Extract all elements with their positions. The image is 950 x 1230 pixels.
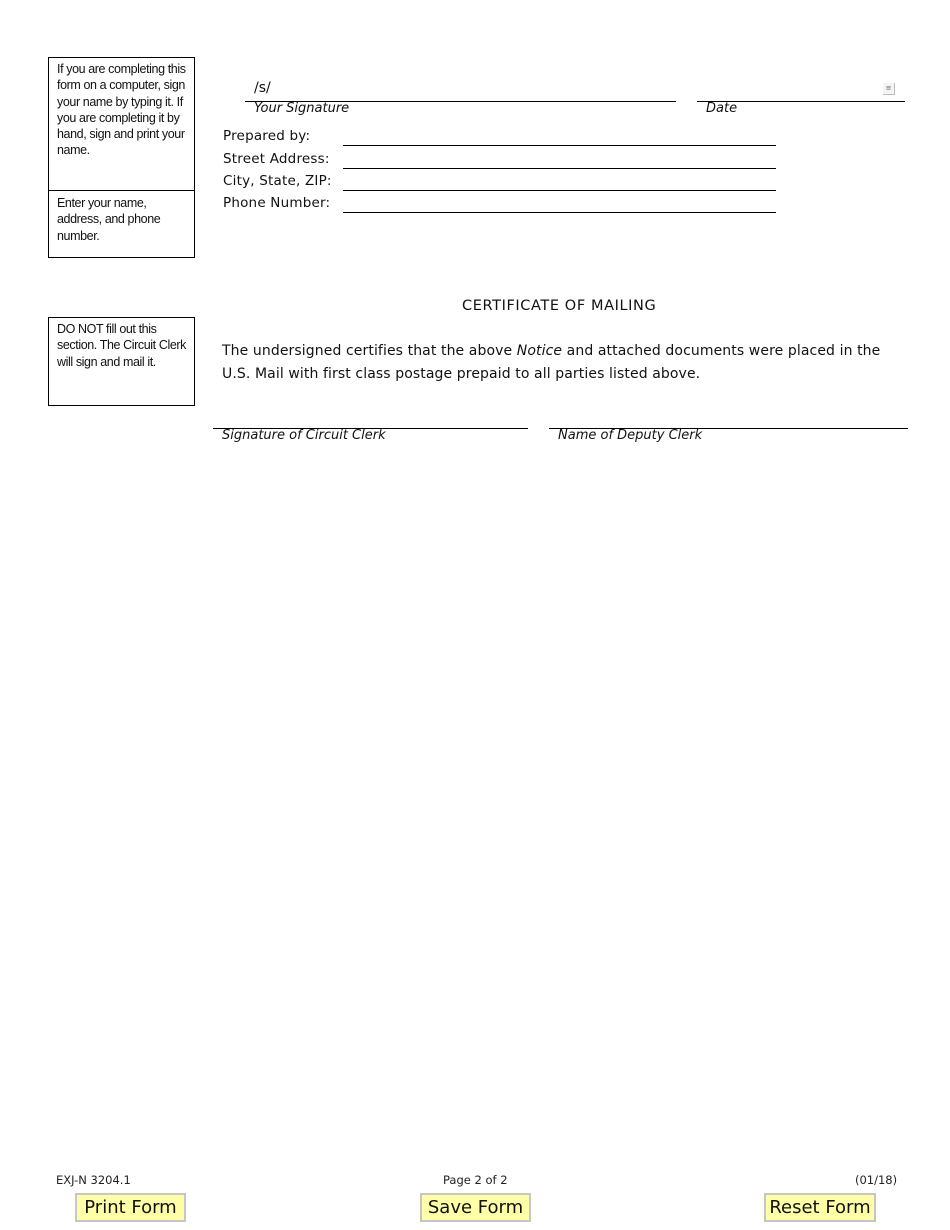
instruction-box-signature-contact: [48, 57, 195, 258]
city-state-zip-input[interactable]: [345, 172, 775, 189]
signature-input[interactable]: [254, 78, 674, 98]
contact-instruction-text: Enter your name, address, and phone number.: [57, 196, 161, 243]
phone-number-label: Phone Number:: [223, 195, 331, 211]
date-input[interactable]: [705, 78, 880, 98]
notice-emphasis: Notice: [516, 343, 563, 359]
city-state-zip-label: City, State, ZIP:: [223, 173, 332, 189]
phone-number-line: [343, 212, 776, 213]
print-form-button[interactable]: Print Form: [75, 1193, 186, 1222]
street-address-line: [343, 168, 776, 169]
date-caption: Date: [706, 101, 738, 116]
clerk-signature-caption: Signature of Circuit Clerk: [222, 428, 386, 443]
reset-form-button[interactable]: Reset Form: [764, 1193, 876, 1222]
city-state-zip-line: [343, 190, 776, 191]
calendar-icon[interactable]: ≡: [883, 83, 895, 95]
form-number: EXJ-N 3204.1: [56, 1173, 131, 1187]
page-number: Page 2 of 2: [443, 1173, 508, 1187]
clerk-instruction-text: DO NOT fill out this section. The Circuit Clerk will sign and mail it.: [57, 322, 186, 369]
save-form-button[interactable]: Save Form: [420, 1193, 531, 1222]
prepared-by-label: Prepared by:: [223, 128, 311, 144]
instruction-box-clerk: [48, 317, 195, 406]
certificate-text: [222, 340, 912, 386]
street-address-label: Street Address:: [223, 151, 330, 167]
instruction-divider: [49, 190, 194, 191]
phone-number-input[interactable]: [345, 194, 775, 211]
street-address-input[interactable]: [345, 150, 775, 167]
deputy-name-caption: Name of Deputy Clerk: [558, 428, 703, 443]
certificate-text-part: The undersigned certifies that the above: [222, 343, 517, 359]
prepared-by-input[interactable]: [345, 127, 775, 144]
signature-instruction-text: If you are completing this form on a computer, sign your name by typing it. If you are completing it by hand, sign and print your name.: [57, 62, 186, 158]
certificate-title: CERTIFICATE OF MAILING: [462, 298, 657, 314]
prepared-by-line: [343, 145, 776, 146]
revision-date: (01/18): [855, 1173, 898, 1187]
certificate-text-part: and attached documents were placed in the U.S. Mail with first class postage prepaid to all parties listed above.: [222, 343, 881, 382]
signature-caption: Your Signature: [254, 101, 350, 116]
